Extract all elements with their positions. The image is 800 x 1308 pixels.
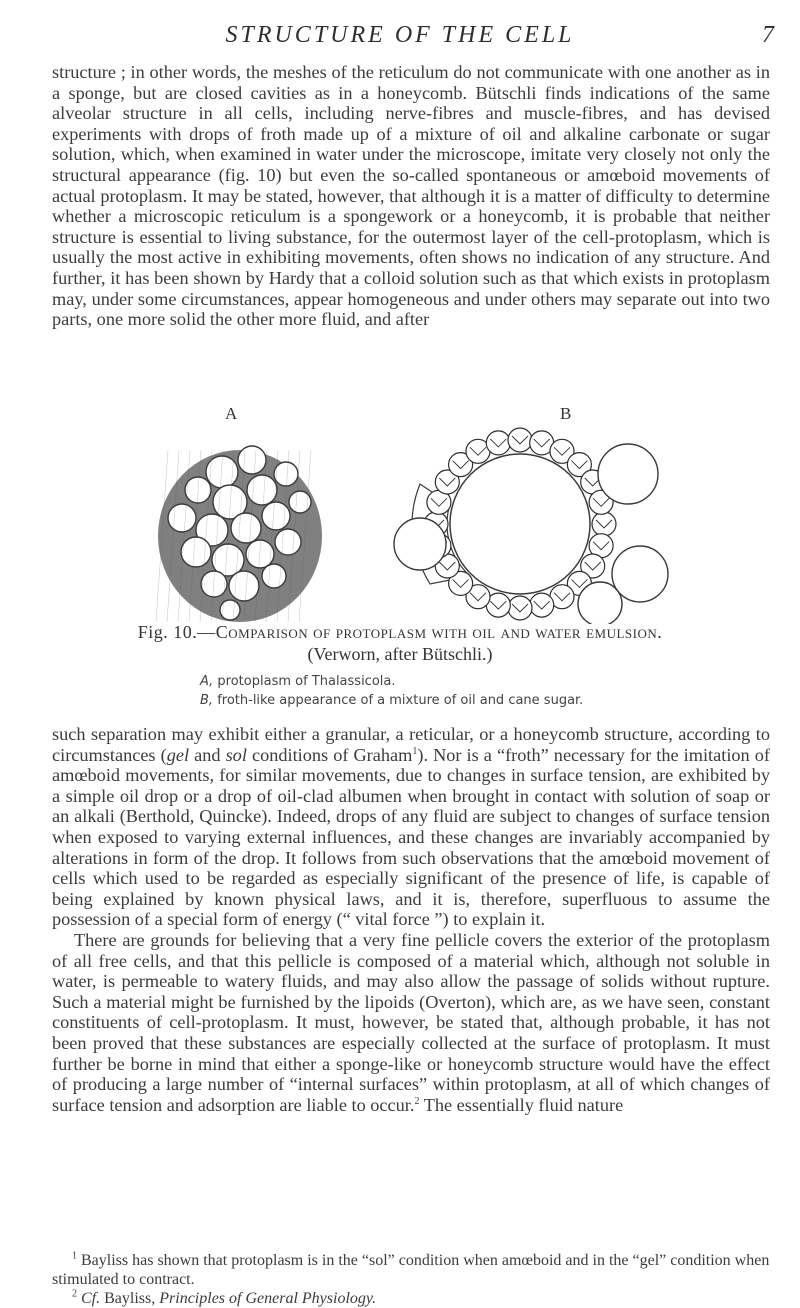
paragraph-separation (52, 724, 770, 930)
term-sol: sol (225, 744, 247, 765)
figure-panel-label-a: A (225, 404, 238, 423)
running-title: STRUCTURE OF THE CELL (225, 22, 575, 48)
protoplasm-drawing-a (156, 446, 322, 622)
text-run: and (189, 744, 226, 765)
footnote-ref-1: 1 (412, 745, 418, 757)
figure-legend-b (200, 691, 760, 710)
paragraph-pellicle (52, 930, 770, 1115)
paragraph-continuation: structure ; in other words, the meshes of the reticulum do not communicate with one another as in a sponge, but are closed cavities as in a honeycomb. Bütschli finds indications of the same alveolar structure in all cells, including nerve-fibres and muscle-fibres, and has devised experiments with drops of froth made up of a mixture of oil and alkaline carbonate or sugar solution, which, when examined in water under the microscope, imitate very closely not only the structural appearance (fig. 10) but even the so-called spontaneous or amœboid movements of actual protoplasm. It may be stated, however, that although it is a matter of difficulty to determine whether a microscopic reticulum is a spongework or a honeycomb, it is probable that neither structure is essential to living substance, for the outermost layer of the cell-protoplasm, which is usually the most active in exhibiting movements, often shows no indication of any structure. And further, it has been shown by Hardy that a colloid solution such as that which exists in protoplasm may, under some circumstances, appear homogeneous and under others may separate out into two parts, one more solid the other more fluid, and after (52, 62, 770, 330)
text-run: such separation may exhibit either a granular, a reticular, or a honeycomb structure, according to circumstances ( (52, 724, 770, 765)
legend-a-text: protoplasm of Thalassicola. (217, 674, 396, 689)
figure-illustration (0, 424, 800, 624)
footnote-mark-1: 1 (72, 1250, 77, 1262)
page-number: 7 (762, 22, 774, 48)
froth-drawing-b (394, 428, 668, 624)
footnote-2-text: Bayliss, (100, 1290, 160, 1307)
text-run: ). Nor is a “froth” necessary for the imitation of amœboid movements, for similar movements, due to changes in surface tension, are exhibited by a simple oil drop or a drop of oil-clad albumen when brought in contact with solution of soap or an alkali (Berthold, Quincke). Indeed, drops of any fluid are subject to changes of surface tension when exposed to varying external influences, and these changes are invariably accompanied by alterations in form of the drop. It follows from such observations that the amœboid movement of cells which used to be regarded as especially significant of the presence of life, is capable of being explained by known physical laws, and it is, therefore, superfluous to assume the possession of a special form of energy (“ vital force ”) to explain it. (52, 744, 770, 930)
page-header (0, 18, 800, 58)
figure-legend-a (200, 672, 760, 691)
figure-panel-label-b: B (560, 404, 572, 423)
caption-title-line (0, 621, 800, 643)
text-run: There are grounds for believing that a very fine pellicle covers the exterior of the protoplasm of all free cells, and that this pellicle is composed of a material which, although not soluble in water, is permeable to watery fluids, and may also allow the passage of solids without rupture. Such a material might be furnished by the lipoids (Overton), which are, as we have seen, constant constituents of cell-protoplasm. It must, however, be stated that, although probable, it has not been proved that these substances are especially collected at the surface of protoplasm. It must further be borne in mind that either a sponge-like or honeycomb structure would have the effect of producing a large number of “internal surfaces” within protoplasm, at all of which changes of surface tension and adsorption are liable to occur. (52, 929, 770, 1115)
footnote-2-cf: Cf. (77, 1290, 101, 1307)
footnote-1-text: Bayliss has shown that protoplasm is in the “sol” condition when amœboid and in the “gel” condition when stimulated to contract. (52, 1252, 770, 1288)
text-run: The essentially fluid nature (419, 1094, 624, 1115)
figure-caption (0, 621, 800, 665)
legend-b-key: B, (200, 693, 214, 708)
body-paragraphs-bottom (52, 724, 770, 1115)
caption-credit: (Verworn, after Bütschli.) (307, 644, 493, 664)
text-run: conditions of Graham (246, 744, 413, 765)
footnote-mark-2: 2 (72, 1288, 77, 1300)
caption-title: Comparison of protoplasm with oil and water emulsion. (215, 622, 663, 642)
footnote-ref-2: 2 (414, 1095, 420, 1107)
footnote-2 (52, 1289, 770, 1308)
legend-a-key: A, (200, 674, 214, 689)
footnotes (52, 1251, 770, 1308)
term-gel: gel (166, 744, 190, 765)
body-paragraph-top (52, 62, 770, 330)
legend-b-text: froth-like appearance of a mixture of oil and cane sugar. (217, 693, 584, 708)
footnote-2-book: Principles of General Physiology. (159, 1290, 377, 1307)
caption-prefix: Fig. 10.— (137, 622, 216, 642)
footnote-1 (52, 1251, 770, 1289)
